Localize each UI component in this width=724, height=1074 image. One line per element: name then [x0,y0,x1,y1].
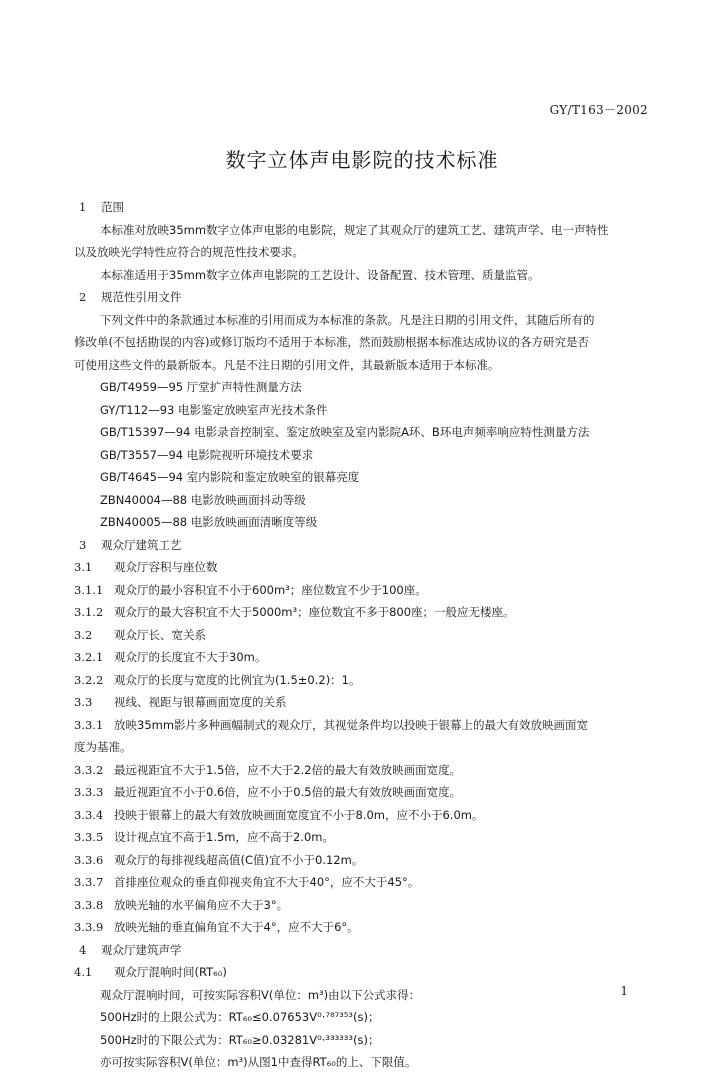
section-number: 3.2 [74,627,93,642]
section-number: 3 [79,537,87,552]
line-text: 放映光轴的水平偏角应不大于3°。 [114,897,289,912]
section-line [74,624,654,647]
section-line [74,804,654,827]
section-number: 3.1.2 [74,605,104,619]
section-number: 3.3.5 [74,830,104,844]
line-text: 下列文件中的条款通过本标准的引用而成为本标准的条款。凡是注日期的引用文件，其随后所有的 [100,312,595,327]
section-line [74,714,654,737]
section-line [74,646,654,669]
line-text: 度为基准。 [74,740,132,754]
line-text: 最远视距宜不大于1.5倍，应不大于2.2倍的最大有效放映画面宽度。 [114,762,462,777]
document-title: 数字立体声电影院的技术标准 [225,148,499,172]
section-line [74,894,654,917]
line-text: 亦可按实际容积V(单位：m³)从图1中查得RT₆₀的上、下限值。 [100,1055,417,1069]
line-text: GB/T4959—95 厅堂扩声特性测量方法 [100,380,302,394]
line-text: 放映35mm影片多种画幅制式的观众厅，其视觉条件均以投映于银幕上的最大有效放映画面宽 [114,717,589,732]
text-line [74,511,654,534]
line-text: 范围 [101,200,124,214]
text-line [74,219,654,242]
section-number: 3.3.7 [74,875,104,889]
line-text: ZBN40004—88 电影放映画面抖动等级 [100,492,306,507]
section-number: 3.3.3 [74,785,104,799]
line-text: 修改单(不包括勘误的内容)或修订版均不适用于本标准，然而鼓励根据本标准达成协议的各方研究是否 [74,335,589,349]
line-text: 投映于银幕上的最大有效放映画面宽度宜不小于8.0m，应不小于6.0m。 [114,807,484,822]
text-line [74,264,654,287]
section-number: 4 [79,942,87,957]
section-line [74,961,654,984]
line-text: 本标准对放映35mm数字立体声电影的电影院，规定了其观众厅的建筑工艺、建筑声学、电一声特性 [100,222,609,237]
line-text: GB/T3557—94 电影院视听环境技术要求 [100,447,314,462]
text-line [74,354,654,377]
section-line [74,286,654,309]
section-line [74,601,654,624]
section-line [74,579,654,602]
line-text: 放映光轴的垂直偏角宜不大于4°，应不大于6°。 [114,920,359,934]
line-text: ZBN40005—88 电影放映画面清晰度等级 [100,515,318,529]
section-number: 3.3.6 [74,852,104,867]
section-line [74,669,654,692]
text-line [74,984,654,1007]
section-line [74,691,654,714]
line-text: 设计视点宜不高于1.5m，应不高于2.0m。 [114,830,334,844]
section-number: 3.3 [74,695,93,709]
section-line [74,759,654,782]
standard-code: GY/T163－2002 [549,103,648,117]
line-text: GY/T112—93 电影鉴定放映室声光技术条件 [100,402,328,417]
document-body [74,196,654,1074]
page-number: 1 [620,984,628,998]
line-text: 首排座位观众的垂直仰视夹角宜不大于40°，应不大于45°。 [114,875,420,889]
text-line [74,736,654,759]
line-text: 以及放映光学特性应符合的规范性技术要求。 [74,245,304,259]
section-number: 3.1 [74,560,93,574]
text-line [74,309,654,332]
text-line [74,376,654,399]
text-line [74,241,654,264]
text-line [74,489,654,512]
line-text: 规范性引用文件 [101,290,182,304]
text-line [74,1006,654,1029]
section-number: 3.2.2 [74,672,104,687]
line-text: 最近视距宜不小于0.6倍，应不小于0.5倍的最大有效放映画面宽度。 [114,785,462,799]
line-text: 本标准适用于35mm数字立体声电影院的工艺设计、设备配置、技术管理、质量监管。 [100,267,540,282]
text-line [74,421,654,444]
section-line [74,781,654,804]
line-text: 观众厅的最小容积宜不小于600m³；座位数宜不少于100座。 [114,582,427,597]
line-text: 视线、视距与银幕画面宽度的关系 [114,695,287,709]
line-text: 500Hz时的下限公式为：RT₆₀≥0.03281V⁰·³³³³³³(s)； [100,1032,380,1047]
section-line [74,826,654,849]
text-line [74,466,654,489]
line-text: 观众厅的最大容积宜不大于5000m³；座位数宜不多于800座；一般应无楼座。 [114,605,515,619]
text-line [74,1029,654,1052]
section-line [74,871,654,894]
section-number: 3.3.4 [74,807,104,822]
line-text: 观众厅混响时间，可按实际容积V(单位：m³)由以下公式求得： [100,987,421,1002]
line-text: 观众厅混响时间(RT₆₀) [114,965,227,979]
section-number: 2 [79,290,87,304]
section-number: 3.3.2 [74,762,104,777]
line-text: 观众厅建筑工艺 [101,537,182,552]
line-text: 观众厅的每排视线超高值(C值)宜不小于0.12m。 [114,852,364,867]
section-line [74,939,654,962]
line-text: GB/T15397—94 电影录音控制室、鉴定放映室及室内影院A环、B环电声频率响应特性测量方法 [100,425,590,439]
line-text: 观众厅容积与座位数 [114,560,218,574]
section-number: 4.1 [74,965,93,979]
section-number: 3.2.1 [74,650,104,664]
text-line [74,399,654,422]
section-number: 3.3.9 [74,920,104,934]
line-text: 500Hz时的上限公式为：RT₆₀≤0.07653V⁰·⁷⁸⁷³⁵³(s)； [100,1010,380,1024]
line-text: 观众厅的长度宜不大于30m。 [114,650,267,664]
text-line [74,444,654,467]
line-text: 观众厅长、宽关系 [114,627,206,642]
section-line [74,916,654,939]
section-line [74,556,654,579]
line-text: GB/T4645—94 室内影院和鉴定放映室的银幕亮度 [100,470,360,484]
section-line [74,849,654,872]
section-line [74,534,654,557]
line-text: 观众厅建筑声学 [101,942,182,957]
section-number: 1 [79,200,87,214]
line-text: 观众厅的长度与宽度的比例宜为(1.5±0.2)：1。 [114,672,361,687]
line-text: 可使用这些文件的最新版本。凡是不注日期的引用文件，其最新版本适用于本标准。 [74,357,500,372]
text-line [74,1051,654,1074]
section-number: 3.3.1 [74,717,104,732]
section-number: 3.3.8 [74,897,104,912]
section-number: 3.1.1 [74,582,104,597]
section-line [74,196,654,219]
text-line [74,331,654,354]
